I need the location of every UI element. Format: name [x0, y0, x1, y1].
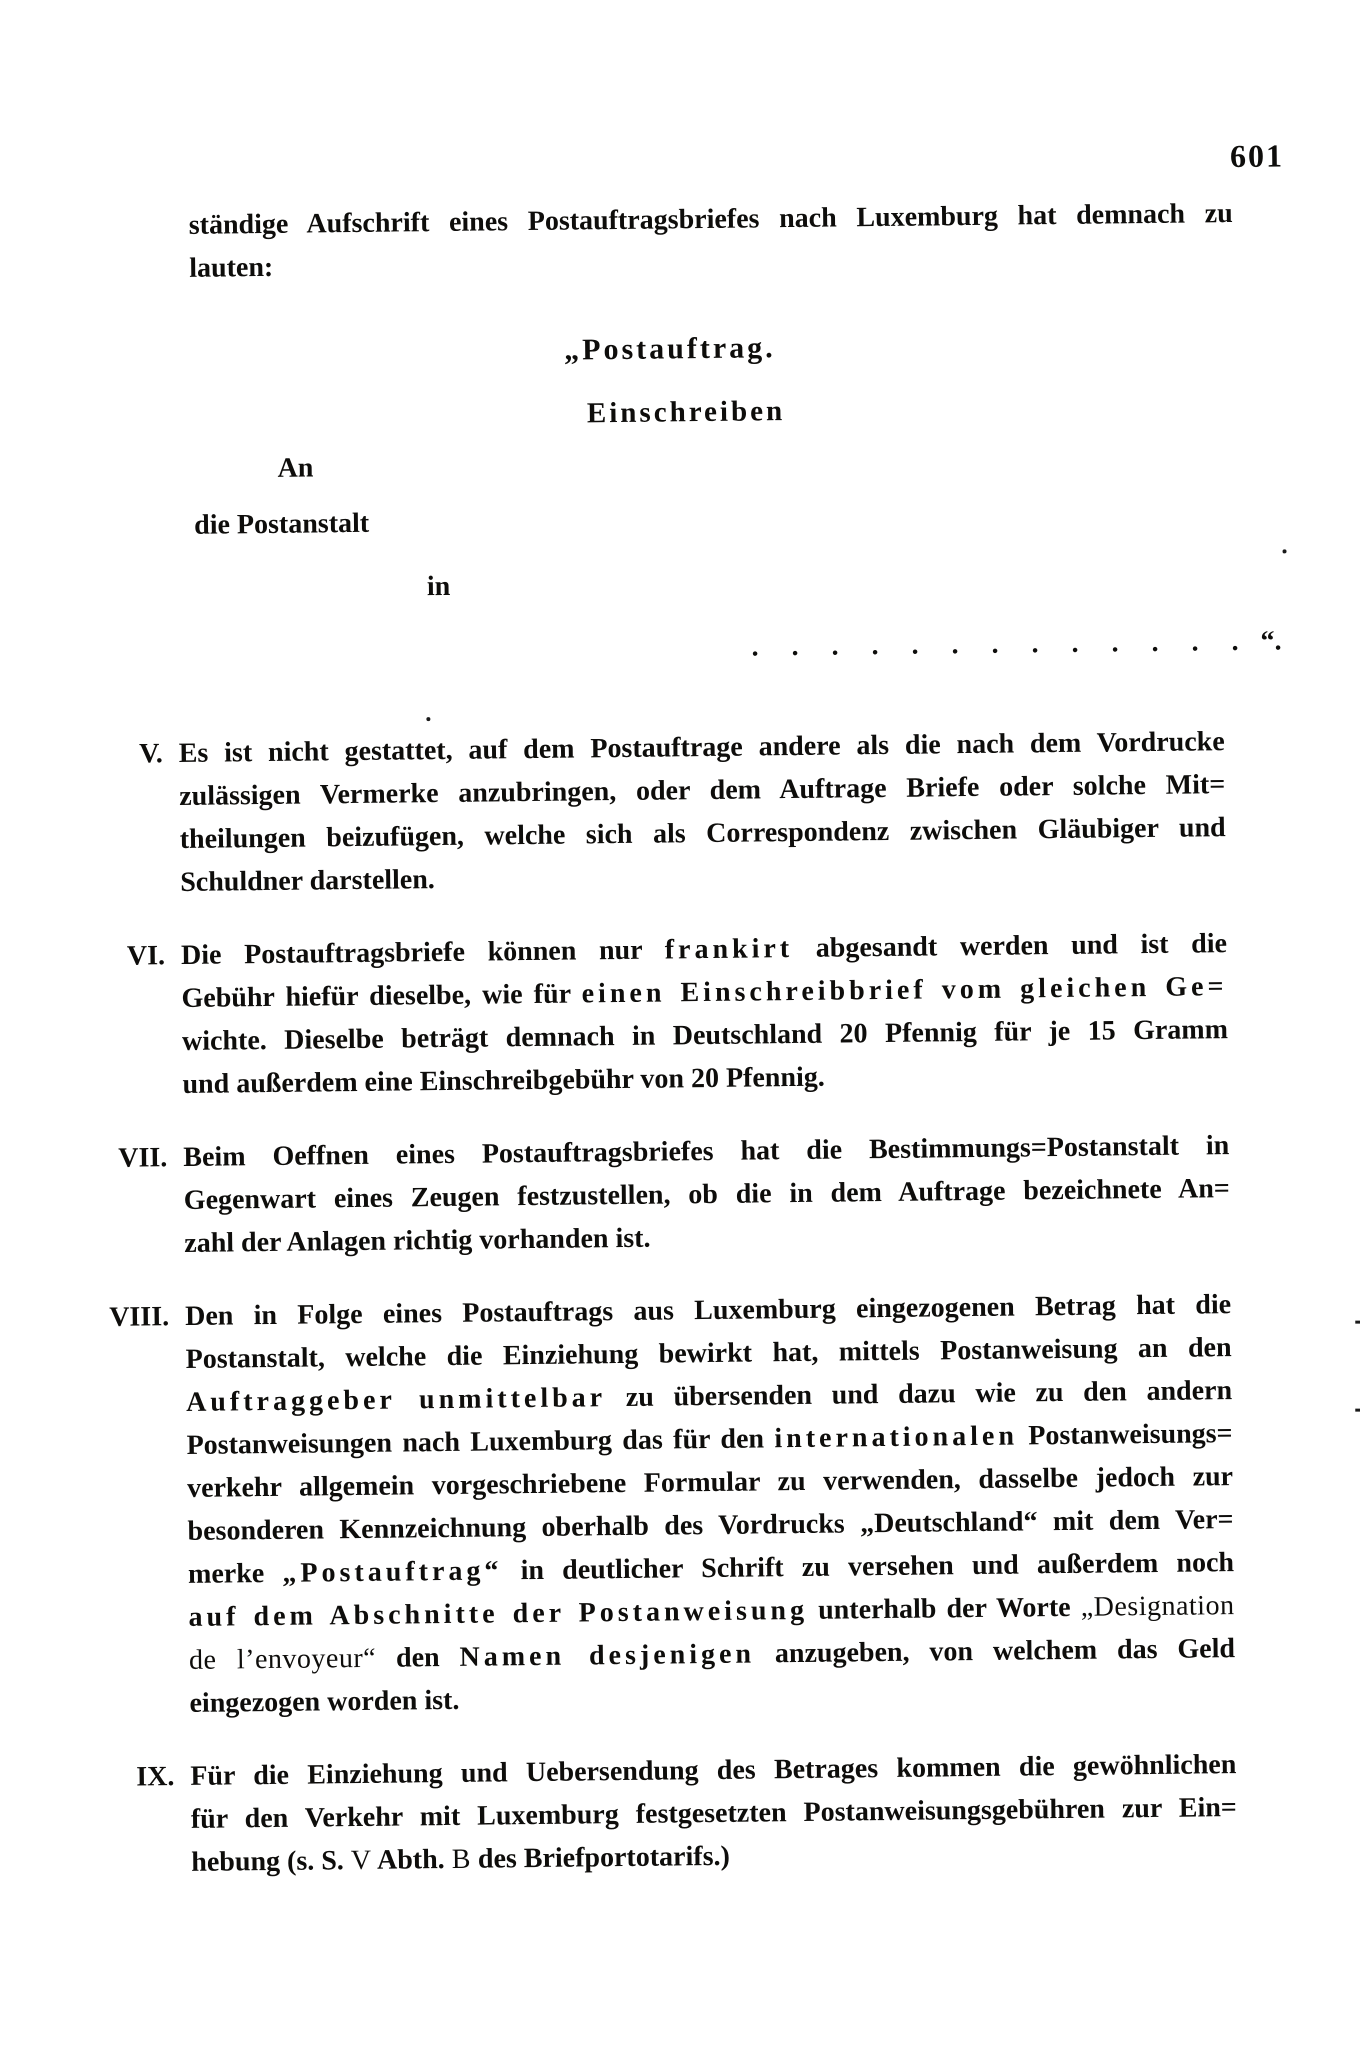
body-text: Schuldner darstellen. — [180, 864, 436, 898]
body-text: Postanstalt, welche die Einziehung bewirkt hat, mittels Postanweisung an den — [185, 1332, 1232, 1375]
address-dotted-line — [751, 625, 1281, 663]
list-item-number: VII. — [118, 1142, 168, 1174]
body-text: wichte. Dieselbe beträgt demnach in Deutschland 20 Pfennig für je 15 Gramm — [181, 1014, 1229, 1057]
letterspaced-emphasis: „Postauftrag“ — [282, 1555, 503, 1589]
letterspaced-emphasis: Namen desjenigen — [459, 1638, 756, 1673]
body-text: Gegenwart eines Zeugen festzustellen, ob die in dem Auftrage bezeichnete An= — [183, 1173, 1230, 1216]
letterspaced-emphasis: internationalen — [774, 1420, 1019, 1455]
letterspaced-emphasis: frankirt — [664, 933, 794, 966]
body-text: anzugeben, von welchem das Geld — [754, 1633, 1236, 1670]
list-item — [10, 1743, 1255, 1886]
body-text: Es ist nicht gestattet, auf dem Postauftrage andere als die nach dem Vordrucke — [178, 726, 1225, 769]
list-item-body — [181, 922, 1229, 1106]
postauftrag-heading: „Postauftrag. — [564, 331, 776, 367]
scan-artifact-speck — [426, 717, 430, 721]
body-text: zahl der Anlagen richtig vorhanden ist. — [184, 1222, 651, 1259]
body-text: und außerdem eine Einschreibgebühr von 20 Pfennig. — [182, 1061, 825, 1100]
address-example-block — [190, 312, 1282, 724]
body-text: in deutlicher Schrift zu versehen und außerdem noch — [502, 1547, 1235, 1587]
body-text: besonderen Kennzeichnung oberhalb des Vordrucks „Deutschland“ mit dem Ver= — [187, 1504, 1234, 1547]
body-text: merke — [187, 1557, 283, 1590]
antiqua-text: B — [451, 1843, 472, 1875]
closing-quote-mark: “. — [1260, 625, 1282, 657]
body-text: Abth. — [371, 1843, 452, 1876]
address-post-office-line: die Postanstalt — [193, 507, 370, 541]
body-text: zulässigen Vermerke anzubringen, oder dem Auftrage Briefe oder solche Mit= — [179, 769, 1226, 812]
antiqua-text: V — [350, 1844, 372, 1877]
list-item — [1, 922, 1247, 1108]
list-item-number: IX. — [136, 1761, 175, 1793]
antiqua-text: „Designation — [1080, 1590, 1235, 1623]
list-item-number: VIII. — [109, 1301, 170, 1333]
scan-artifact-speck — [1283, 549, 1287, 553]
body-text: ständige Aufschrift eines Postauftragsbriefes nach Luxemburg hat demnach zu — [188, 197, 1233, 241]
einschreiben-label: Einschreiben — [586, 395, 786, 430]
body-text: eingezogen worden ist. — [189, 1684, 460, 1719]
list-item-body — [179, 720, 1227, 904]
letterspaced-emphasis: auf dem Abschnitte der Postanweisung — [188, 1594, 809, 1633]
body-text: Für die Einziehung und Uebersendung des Betrages kommen die gewöhnlichen — [190, 1749, 1237, 1792]
antiqua-text: de l’envoyeur“ — [188, 1642, 377, 1676]
body-text: Postanweisungen nach Luxemburg das für den — [186, 1423, 775, 1461]
page-number: 601 — [1229, 137, 1285, 175]
list-item — [3, 1124, 1248, 1267]
list-item — [5, 1283, 1254, 1727]
body-text: lauten: — [189, 251, 274, 284]
letterspaced-emphasis: einen Einschreibbrief vom gleichen Ge= — [581, 971, 1228, 1010]
body-text: für den Verkehr mit Luxemburg festgesetzten Postanweisungsgebühren zur Ein= — [190, 1792, 1237, 1835]
body-text: hebung (s. S. — [191, 1845, 352, 1878]
body-text: Beim Oeffnen eines Postauftragsbriefes hat die Bestimmungs=Postanstalt in — [183, 1130, 1230, 1173]
list-item-number: VI. — [126, 940, 166, 972]
list-item-body — [185, 1283, 1236, 1725]
body-text: Gebühr hiefür dieselbe, wie für — [181, 978, 582, 1014]
address-to-word: An — [277, 452, 314, 484]
body-text: abgesandt werden und ist die — [792, 928, 1228, 965]
letterspaced-emphasis: Auftraggeber unmittelbar — [185, 1382, 607, 1418]
intro-paragraph — [189, 192, 1234, 290]
numbered-regulation-list — [0, 720, 1256, 1916]
body-text: Postanweisungs= — [1017, 1418, 1233, 1452]
body-text: Den in Folge eines Postauftrags aus Luxemburg eingezogenen Betrag hat die — [184, 1289, 1232, 1332]
scan-artifact-speck — [1355, 1409, 1360, 1412]
address-in-word: in — [426, 570, 451, 603]
list-item — [0, 720, 1244, 906]
list-item-body — [190, 1743, 1237, 1884]
body-text: unterhalb der Worte — [807, 1591, 1081, 1626]
list-item-number: V. — [138, 738, 163, 770]
body-text: theilungen beizufügen, welche sich als Correspondenz zwischen Gläubiger und — [179, 812, 1226, 855]
scan-artifact-speck — [1355, 1321, 1360, 1324]
body-text: zu übersenden und dazu wie zu den andern — [605, 1375, 1233, 1414]
body-text: des Briefportotarifs.) — [470, 1840, 731, 1875]
body-text: den — [375, 1641, 460, 1674]
body-text: verkehr allgemein vorgeschriebene Formular zu verwenden, dasselbe jedoch zur — [186, 1461, 1234, 1504]
list-item-body — [183, 1124, 1230, 1265]
dotted-fill: . . . . . . . . . . . . . — [751, 625, 1241, 663]
body-text: Die Postauftragsbriefe können nur — [180, 934, 665, 971]
